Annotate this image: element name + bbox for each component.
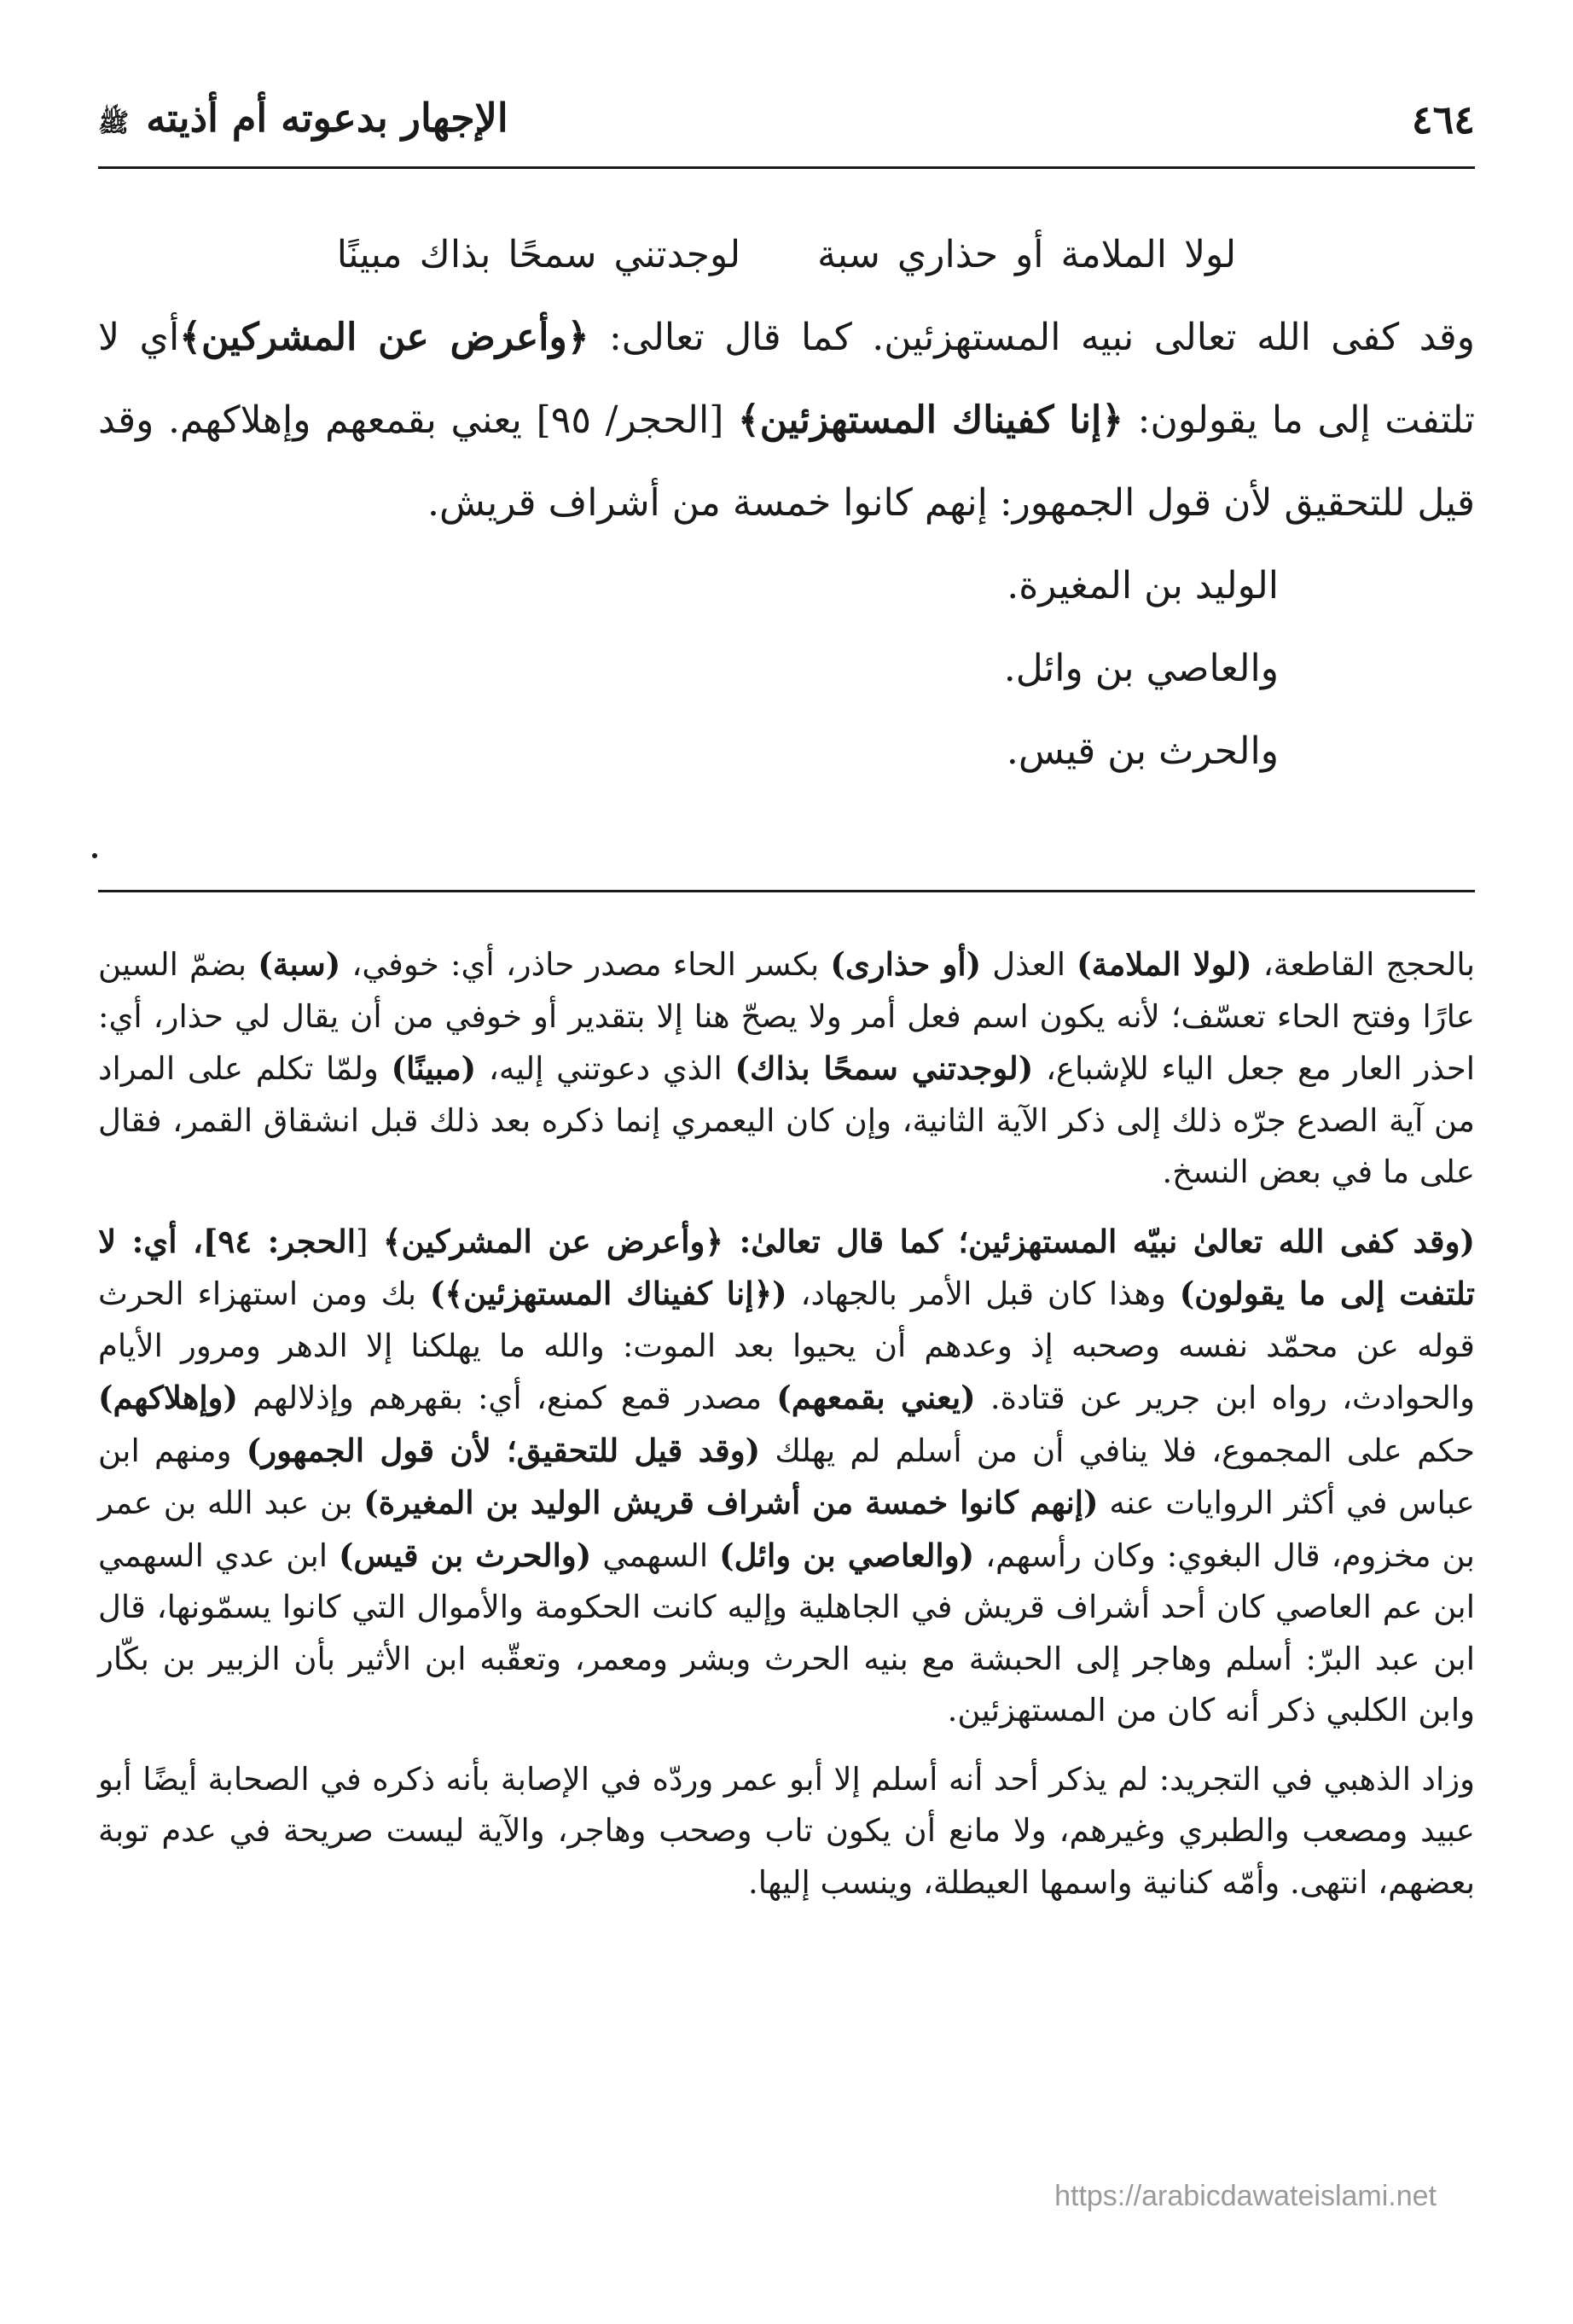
commentary-lemma: (والعاصي بن وائل): [719, 1536, 975, 1574]
verse-second-hemistich: لوجدتني سمحًا بذاك مبينًا: [336, 233, 741, 276]
main-text-run: أي لا تلتفت إلى ما يقولون:: [98, 316, 1475, 442]
commentary-lemma: (وإهلاكهم): [98, 1379, 239, 1416]
commentary-run: بالحجج القاطعة،: [1251, 946, 1476, 983]
main-text-run: وقد كفى الله تعالى نبيه المستهزئين. كما قال تعالى:: [589, 316, 1475, 359]
main-paragraph: [98, 296, 1475, 544]
commentary-lemma: (وقد كفى الله تعالىٰ نبيّه المستهزئين؛ كما قال تعالىٰ: ﴿وأعرض عن المشركين﴾: [382, 1222, 1475, 1260]
quran-quote: ﴿وأعرض عن المشركين﴾: [179, 316, 589, 359]
commentary-lemma: (أو حذارى): [830, 945, 982, 983]
commentary-run: العذل: [981, 946, 1077, 983]
commentary-text: [98, 938, 1475, 1926]
commentary-paragraph: [98, 938, 1475, 1199]
commentary-lemma: (والحرث بن قيس): [339, 1536, 592, 1574]
commentary-run: السهمي: [591, 1537, 720, 1574]
commentary-run: بك ومن استهزاء الحرث قوله عن محمّد نفسه وصحبه إذ وعدهم أن يحيوا بعد الموت: والله ما يهلكنا إلا الدهر ومرور الأيام والحوادث، رواه ابن جرير عن قتادة.: [98, 1275, 1476, 1416]
honorific-ligature: ﷺ: [98, 108, 130, 138]
commentary-lemma: (سبة): [258, 945, 341, 983]
main-text: [98, 213, 1475, 793]
separator-rule: [98, 890, 1475, 892]
commentary-lemma: الحجر: ٩٤]، أي: لا تلتفت إلى ما يقولون): [98, 1222, 1475, 1312]
commentary-lemma: (لولا الملامة): [1077, 945, 1252, 983]
page-number: ٤٦٤: [1411, 96, 1475, 142]
list-item: والعاصي بن وائل.: [1003, 647, 1279, 690]
commentary-lemma: (لوجدتني سمحًا بذاك): [734, 1049, 1034, 1087]
running-title: [98, 95, 508, 144]
poem-verse: [98, 213, 1475, 296]
commentary-run: وهذا كان قبل الأمر بالجهاد،: [786, 1275, 1180, 1312]
commentary-run: بضمّ السين عارًا وفتح الحاء تعسّف؛ لأنه يكون اسم فعل أمر ولا يصحّ هنا إلا بتقدير أو خوفي من أن يقال لي حذار، أي: احذر العار مع جعل الياء للإشباع،: [98, 946, 1475, 1087]
list-item: والحرث بن قيس.: [1006, 729, 1279, 773]
verse-first-hemistich: لولا الملامة أو حذاري سبة: [817, 233, 1237, 276]
commentary-paragraph: وزاد الذهبي في التجريد: لم يذكر أحد أنه أسلم إلا أبو عمر وردّه في الإصابة بأنه ذكره في الصحابة أيضًا أبو عبيد ومصعب والطبري وغيرهم، ولا مانع أن يكون تاب وصحب وهاجر، والآية ليست صريحة في عدم توبة بعضهم، انتهى. وأمّه كنانية واسمها العيطلة، وينسب إليها.: [98, 1760, 1475, 1901]
running-header: [98, 85, 1475, 154]
commentary-lemma: (يعني بقمعهم): [776, 1379, 976, 1416]
commentary-paragraph: [98, 1216, 1475, 1737]
commentary-lemma: (وقد قيل للتحقيق؛ لأن قول الجمهور): [246, 1431, 761, 1469]
commentary-lemma: (مبينًا): [391, 1049, 477, 1087]
header-rule: [98, 166, 1475, 169]
commentary-run: ولمّا تكلم على المراد من آية الصدع جرّه ذلك إلى ذكر الآية الثانية، وإن كان اليعمري إنما ذكره بعد ذلك قبل انشقاق القمر، فقال على ما في بعض النسخ.: [98, 1050, 1475, 1190]
commentary-run: [: [356, 1223, 383, 1260]
commentary-run: ومنهم ابن عباس في أكثر الروايات عنه: [98, 1432, 1475, 1521]
watermark-url: https://arabicdawateislami.net: [1054, 2180, 1437, 2212]
commentary-run: بكسر الحاء مصدر حاذر، أي: خوفي،: [340, 946, 831, 983]
quran-quote: ﴿إنا كفيناك المستهزئين﴾: [738, 398, 1124, 442]
list-item: الوليد بن المغيرة.: [1007, 564, 1279, 607]
commentary-lemma: (إنهم كانوا خمسة من أشراف قريش الوليد بن المغيرة): [363, 1484, 1099, 1521]
scan-speck: [92, 853, 97, 858]
main-text-run: [الحجر/ ٩٥] يعني بقمعهم وإهلاكهم. وقد قيل للتحقيق لأن قول الجمهور: إنهم كانوا خمسة من أشراف قريش.: [98, 398, 1475, 525]
running-title-text: الإجهار بدعوته أم أذيته: [146, 95, 508, 141]
commentary-run: الذي دعوتني إليه،: [476, 1050, 735, 1087]
commentary-run: بن عبد الله بن عمر بن مخزوم، قال البغوي: وكان رأسهم،: [98, 1484, 1475, 1574]
commentary-run: مصدر قمع كمنع، أي: بقهرهم وإذلالهم: [238, 1380, 777, 1416]
commentary-run: ابن عدي السهمي ابن عم العاصي كان أحد أشراف قريش في الجاهلية وإليه كانت الحكومة والأموال التي كانوا يسمّونها، قال ابن عبد البرّ: أسلم وهاجر إلى الحبشة مع بنيه الحرث وبشر ومعمر، وتعقّبه ابن الأثير بأن الزبير بن بكّار وابن الكلبي ذكر أنه كان من المستهزئين.: [98, 1537, 1475, 1728]
commentary-lemma: (﴿إنا كفيناك المستهزئين﴾): [429, 1275, 787, 1312]
commentary-run: حكم على المجموع، فلا ينافي أن من أسلم لم يهلك: [760, 1432, 1475, 1469]
